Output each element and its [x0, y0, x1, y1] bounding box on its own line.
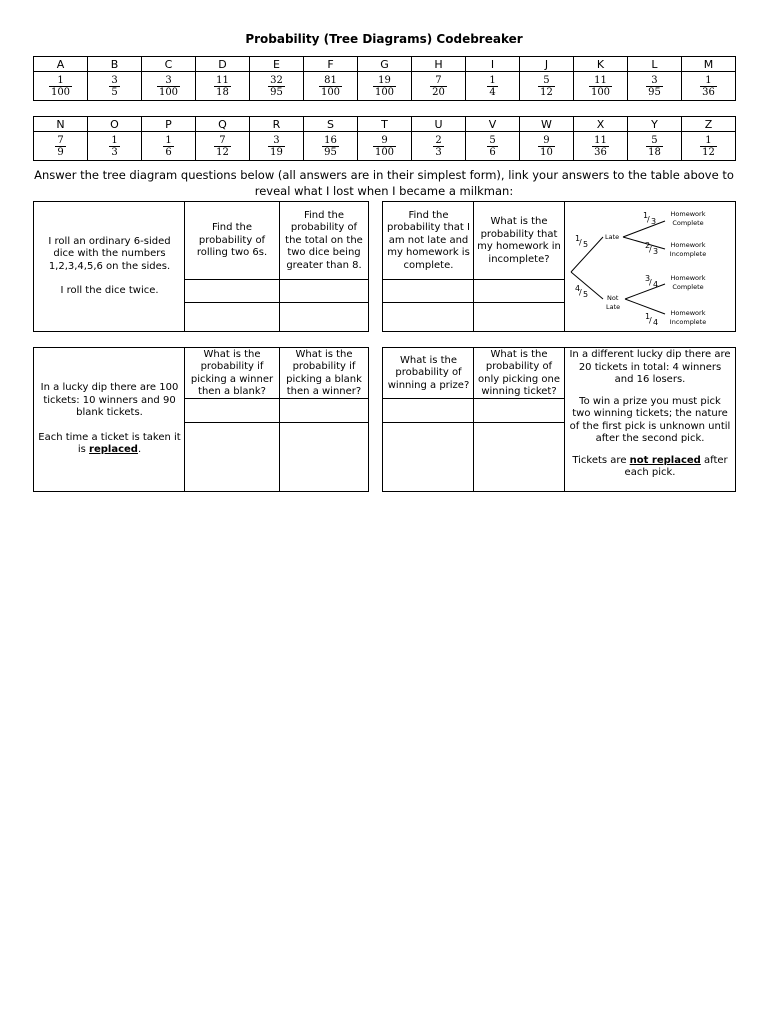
svg-text:/: / [649, 245, 652, 254]
label-late-2: Late [606, 303, 621, 311]
code-fraction-m [682, 72, 736, 101]
fraction [55, 135, 65, 158]
question-blank-then-winner: What is the probability if picking a blank then a winner? [279, 348, 368, 399]
code-fraction-j [520, 72, 574, 101]
fraction-numerator: 3 [111, 74, 118, 86]
code-fraction-o [88, 132, 142, 161]
code-letter-w: W [520, 117, 574, 132]
fraction-denominator: 100 [50, 86, 71, 98]
fraction-denominator: 6 [165, 146, 172, 158]
fraction-numerator: 32 [270, 74, 283, 86]
branch-notlate-complete [625, 284, 665, 299]
code-letter-m: M [682, 57, 736, 72]
win-rule-text: To win a prize you must pick two winning tickets; the nature of the first pick is unknown until after the second pick. [569, 395, 731, 444]
fraction [646, 75, 663, 98]
label-late: Late [605, 233, 620, 241]
fraction [700, 135, 717, 158]
fraction-denominator: 95 [648, 86, 661, 98]
code-letter-x: X [574, 117, 628, 132]
answer-box[interactable] [383, 399, 474, 423]
code-letter-o: O [88, 117, 142, 132]
lucky-dip-info [34, 348, 185, 491]
prob-notlate-complete-den: 4 [653, 280, 659, 289]
code-table-n-z [33, 116, 736, 161]
question-total-greater-than-8: Find the probability of the total on the two dice being greater than 8. [279, 202, 368, 280]
code-fraction-f [304, 72, 358, 101]
label-not: Not [607, 294, 619, 302]
answer-box[interactable] [473, 303, 564, 331]
code-fraction-e [250, 72, 304, 101]
code-fraction-w [520, 132, 574, 161]
fraction [592, 135, 609, 158]
fraction-numerator: 5 [489, 134, 496, 146]
label-homework: Homework [670, 210, 706, 218]
fraction [589, 75, 612, 98]
label-homework: Homework [670, 274, 706, 282]
code-fraction-g [358, 72, 412, 101]
code-letter-y: Y [628, 117, 682, 132]
fraction-denominator: 12 [702, 146, 715, 158]
fraction-denominator: 6 [489, 146, 496, 158]
code-letter-h: H [412, 57, 466, 72]
fraction-denominator: 18 [648, 146, 661, 158]
code-letter-g: G [358, 57, 412, 72]
answer-box[interactable] [383, 423, 474, 491]
prob-late-complete-num: 1 [643, 211, 649, 220]
fraction-numerator: 5 [538, 75, 555, 87]
code-letter-u: U [412, 117, 466, 132]
fraction-numerator: 7 [214, 135, 231, 147]
divider [184, 302, 368, 303]
fraction-denominator: 20 [432, 86, 445, 98]
fraction-numerator: 7 [430, 75, 447, 87]
question-homework-incomplete: What is the probability that my homework in incomplete? [473, 202, 564, 280]
code-letter-b: B [88, 57, 142, 72]
prob-notlate-num: 4 [575, 284, 581, 293]
code-letter-p: P [142, 117, 196, 132]
fraction-denominator: 12 [540, 86, 553, 98]
fraction-numerator: 81 [319, 75, 342, 87]
code-letter-a: A [34, 57, 88, 72]
fraction-numerator: 3 [268, 135, 285, 147]
branch-late-incomplete [623, 237, 665, 249]
label-homework: Homework [670, 241, 706, 249]
fraction [700, 75, 717, 98]
divider [383, 279, 564, 280]
prob-notlate-den: 5 [583, 290, 589, 299]
fraction [214, 75, 231, 98]
label-incomplete: Incomplete [669, 250, 707, 258]
svg-text:/: / [649, 278, 652, 287]
dice-info [34, 202, 185, 331]
divider [383, 302, 564, 303]
fraction-numerator: 2 [435, 134, 442, 146]
code-fraction-h [412, 72, 466, 101]
fraction [373, 135, 396, 158]
divider [184, 398, 368, 399]
fraction-numerator: 1 [700, 135, 717, 147]
prob-notlate-incomplete-den: 4 [653, 318, 659, 327]
answer-box[interactable] [473, 280, 564, 303]
fraction-denominator: 95 [270, 86, 283, 98]
fraction [109, 75, 119, 98]
question-not-late-complete: Find the probability that I am not late and my homework is complete. [387, 209, 470, 271]
code-fraction-p [142, 132, 196, 161]
fraction-denominator: 9 [57, 146, 64, 158]
code-fraction-z [682, 132, 736, 161]
code-fraction-a [34, 72, 88, 101]
fraction-denominator: 4 [489, 86, 496, 98]
fraction [157, 75, 180, 98]
fraction-denominator: 10 [540, 146, 553, 158]
code-fraction-s [304, 132, 358, 161]
tree-diagram-cell [564, 202, 735, 331]
fraction [163, 135, 173, 158]
code-letter-q: Q [196, 117, 250, 132]
fraction-denominator: 3 [111, 146, 118, 158]
fraction [109, 135, 119, 158]
lucky-dip-replaced-text: Each time a ticket is taken it is replaced. [38, 431, 181, 456]
fraction-numerator: 11 [594, 134, 607, 146]
dice-info-text: I roll an ordinary 6-sided dice with the numbers 1,2,3,4,5,6 on the sides. [48, 235, 171, 272]
fraction-denominator: 3 [435, 146, 442, 158]
fraction [319, 75, 342, 98]
fraction-denominator: 18 [216, 86, 229, 98]
fraction [433, 135, 443, 158]
fraction-denominator: 5 [111, 86, 118, 98]
question-dice [33, 201, 369, 332]
fraction [268, 135, 285, 158]
answer-box[interactable] [279, 423, 368, 491]
code-fraction-x [574, 132, 628, 161]
code-letter-e: E [250, 57, 304, 72]
svg-text:/: / [647, 215, 650, 224]
fraction-numerator: 11 [216, 74, 229, 86]
branch-late-complete [623, 221, 665, 237]
fraction-numerator: 5 [646, 135, 663, 147]
fraction-numerator: 3 [157, 75, 180, 87]
answer-box[interactable] [473, 399, 564, 423]
answer-box[interactable] [279, 280, 368, 303]
code-fraction-d [196, 72, 250, 101]
answer-box[interactable] [184, 423, 279, 491]
code-letter-i: I [466, 57, 520, 72]
code-fraction-l [628, 72, 682, 101]
answer-box[interactable] [184, 399, 279, 423]
code-fraction-b [88, 72, 142, 101]
prob-late-den: 5 [583, 240, 589, 249]
label-complete: Complete [672, 283, 704, 291]
fraction-denominator: 100 [374, 146, 395, 158]
fraction-denominator: 100 [590, 86, 611, 98]
fraction-denominator: 100 [374, 86, 395, 98]
fraction-numerator: 1 [165, 134, 172, 146]
code-letter-n: N [34, 117, 88, 132]
code-letter-s: S [304, 117, 358, 132]
fraction [322, 135, 339, 158]
divider [383, 398, 564, 399]
question-winning-prize: What is the probability of winning a prize? [387, 354, 470, 391]
prob-late-incomplete-den: 3 [653, 247, 659, 256]
fraction [487, 75, 497, 98]
question-two-sixes: Find the probability of rolling two 6s. [184, 202, 279, 280]
question-one-winning-ticket: What is the probability of only picking one winning ticket? [473, 348, 564, 399]
code-fraction-n [34, 132, 88, 161]
code-letter-c: C [142, 57, 196, 72]
code-letter-z: Z [682, 117, 736, 132]
code-fraction-u [412, 132, 466, 161]
fraction-numerator: 7 [57, 134, 64, 146]
fraction [538, 75, 555, 98]
code-fraction-q [196, 132, 250, 161]
code-letter-f: F [304, 57, 358, 72]
fraction-numerator: 1 [49, 75, 72, 87]
code-fraction-v [466, 132, 520, 161]
answer-box[interactable] [279, 399, 368, 423]
question-winner-then-blank: What is the probability if picking a winner then a blank? [184, 348, 279, 399]
prob-notlate-incomplete-num: 1 [645, 312, 651, 321]
divider [383, 422, 564, 423]
fraction [49, 75, 72, 98]
prob-late-num: 1 [575, 234, 581, 243]
divider [184, 279, 368, 280]
code-fraction-t [358, 132, 412, 161]
lucky-dip-info-text: In a lucky dip there are 100 tickets: 10 winners and 90 blank tickets. [40, 382, 179, 419]
fraction-numerator: 1 [700, 75, 717, 87]
label-incomplete: Incomplete [669, 318, 707, 326]
fraction-denominator: 36 [594, 146, 607, 158]
answer-box[interactable] [473, 423, 564, 491]
code-letter-r: R [250, 117, 304, 132]
fraction-denominator: 19 [270, 146, 283, 158]
dice-info-text-2: I roll the dice twice. [60, 285, 159, 296]
fraction-denominator: 100 [320, 86, 341, 98]
code-letter-d: D [196, 57, 250, 72]
answer-box[interactable] [383, 303, 474, 331]
svg-text:/: / [579, 238, 582, 247]
prob-late-complete-den: 3 [651, 217, 657, 226]
question-homework [382, 201, 736, 332]
answer-box[interactable] [279, 303, 368, 331]
prob-late-incomplete-num: 2 [645, 241, 651, 250]
fraction-numerator: 9 [538, 135, 555, 147]
fraction [538, 135, 555, 158]
code-letter-t: T [358, 117, 412, 132]
question-lucky-dip-not-replaced [382, 347, 736, 492]
prob-notlate-complete-num: 3 [645, 274, 651, 283]
fraction-numerator: 9 [373, 135, 396, 147]
page-title: Probability (Tree Diagrams) Codebreaker [245, 32, 523, 46]
svg-text:/: / [649, 316, 652, 325]
different-lucky-dip-info [564, 348, 735, 491]
fraction [214, 135, 231, 158]
code-fraction-i [466, 72, 520, 101]
code-letter-v: V [466, 117, 520, 132]
different-lucky-dip-text: In a different lucky dip there are 20 tickets in total: 4 winners and 16 losers. [569, 349, 731, 385]
question-lucky-dip-replaced [33, 347, 369, 492]
code-letter-j: J [520, 57, 574, 72]
code-fraction-k [574, 72, 628, 101]
not-replaced-text: Tickets are not replaced after each pick. [572, 454, 728, 478]
answer-box[interactable] [383, 280, 474, 303]
fraction-denominator: 12 [216, 146, 229, 158]
answer-box[interactable] [184, 303, 279, 331]
divider [184, 422, 368, 423]
fraction-numerator: 1 [111, 134, 118, 146]
fraction-denominator: 100 [158, 86, 179, 98]
code-fraction-r [250, 132, 304, 161]
code-fraction-c [142, 72, 196, 101]
fraction-numerator: 19 [373, 75, 396, 87]
label-complete: Complete [672, 219, 704, 227]
svg-text:/: / [579, 288, 582, 297]
fraction [430, 75, 447, 98]
fraction-denominator: 95 [324, 146, 337, 158]
fraction-denominator: 36 [702, 86, 715, 98]
code-table-a-m [33, 56, 736, 101]
fraction-numerator: 16 [324, 134, 337, 146]
fraction-numerator: 11 [589, 75, 612, 87]
answer-box[interactable] [184, 280, 279, 303]
instructions: Answer the tree diagram questions below (all answers are in their simplest form), link your answers to the table above to reveal what I lost when I became a milkman: [34, 168, 734, 198]
code-letter-k: K [574, 57, 628, 72]
label-homework: Homework [670, 309, 706, 317]
code-letter-l: L [628, 57, 682, 72]
fraction [268, 75, 285, 98]
fraction [646, 135, 663, 158]
fraction [373, 75, 396, 98]
fraction [487, 135, 497, 158]
code-fraction-y [628, 132, 682, 161]
fraction-numerator: 3 [646, 75, 663, 87]
fraction-numerator: 1 [489, 74, 496, 86]
tree-diagram [565, 202, 735, 331]
